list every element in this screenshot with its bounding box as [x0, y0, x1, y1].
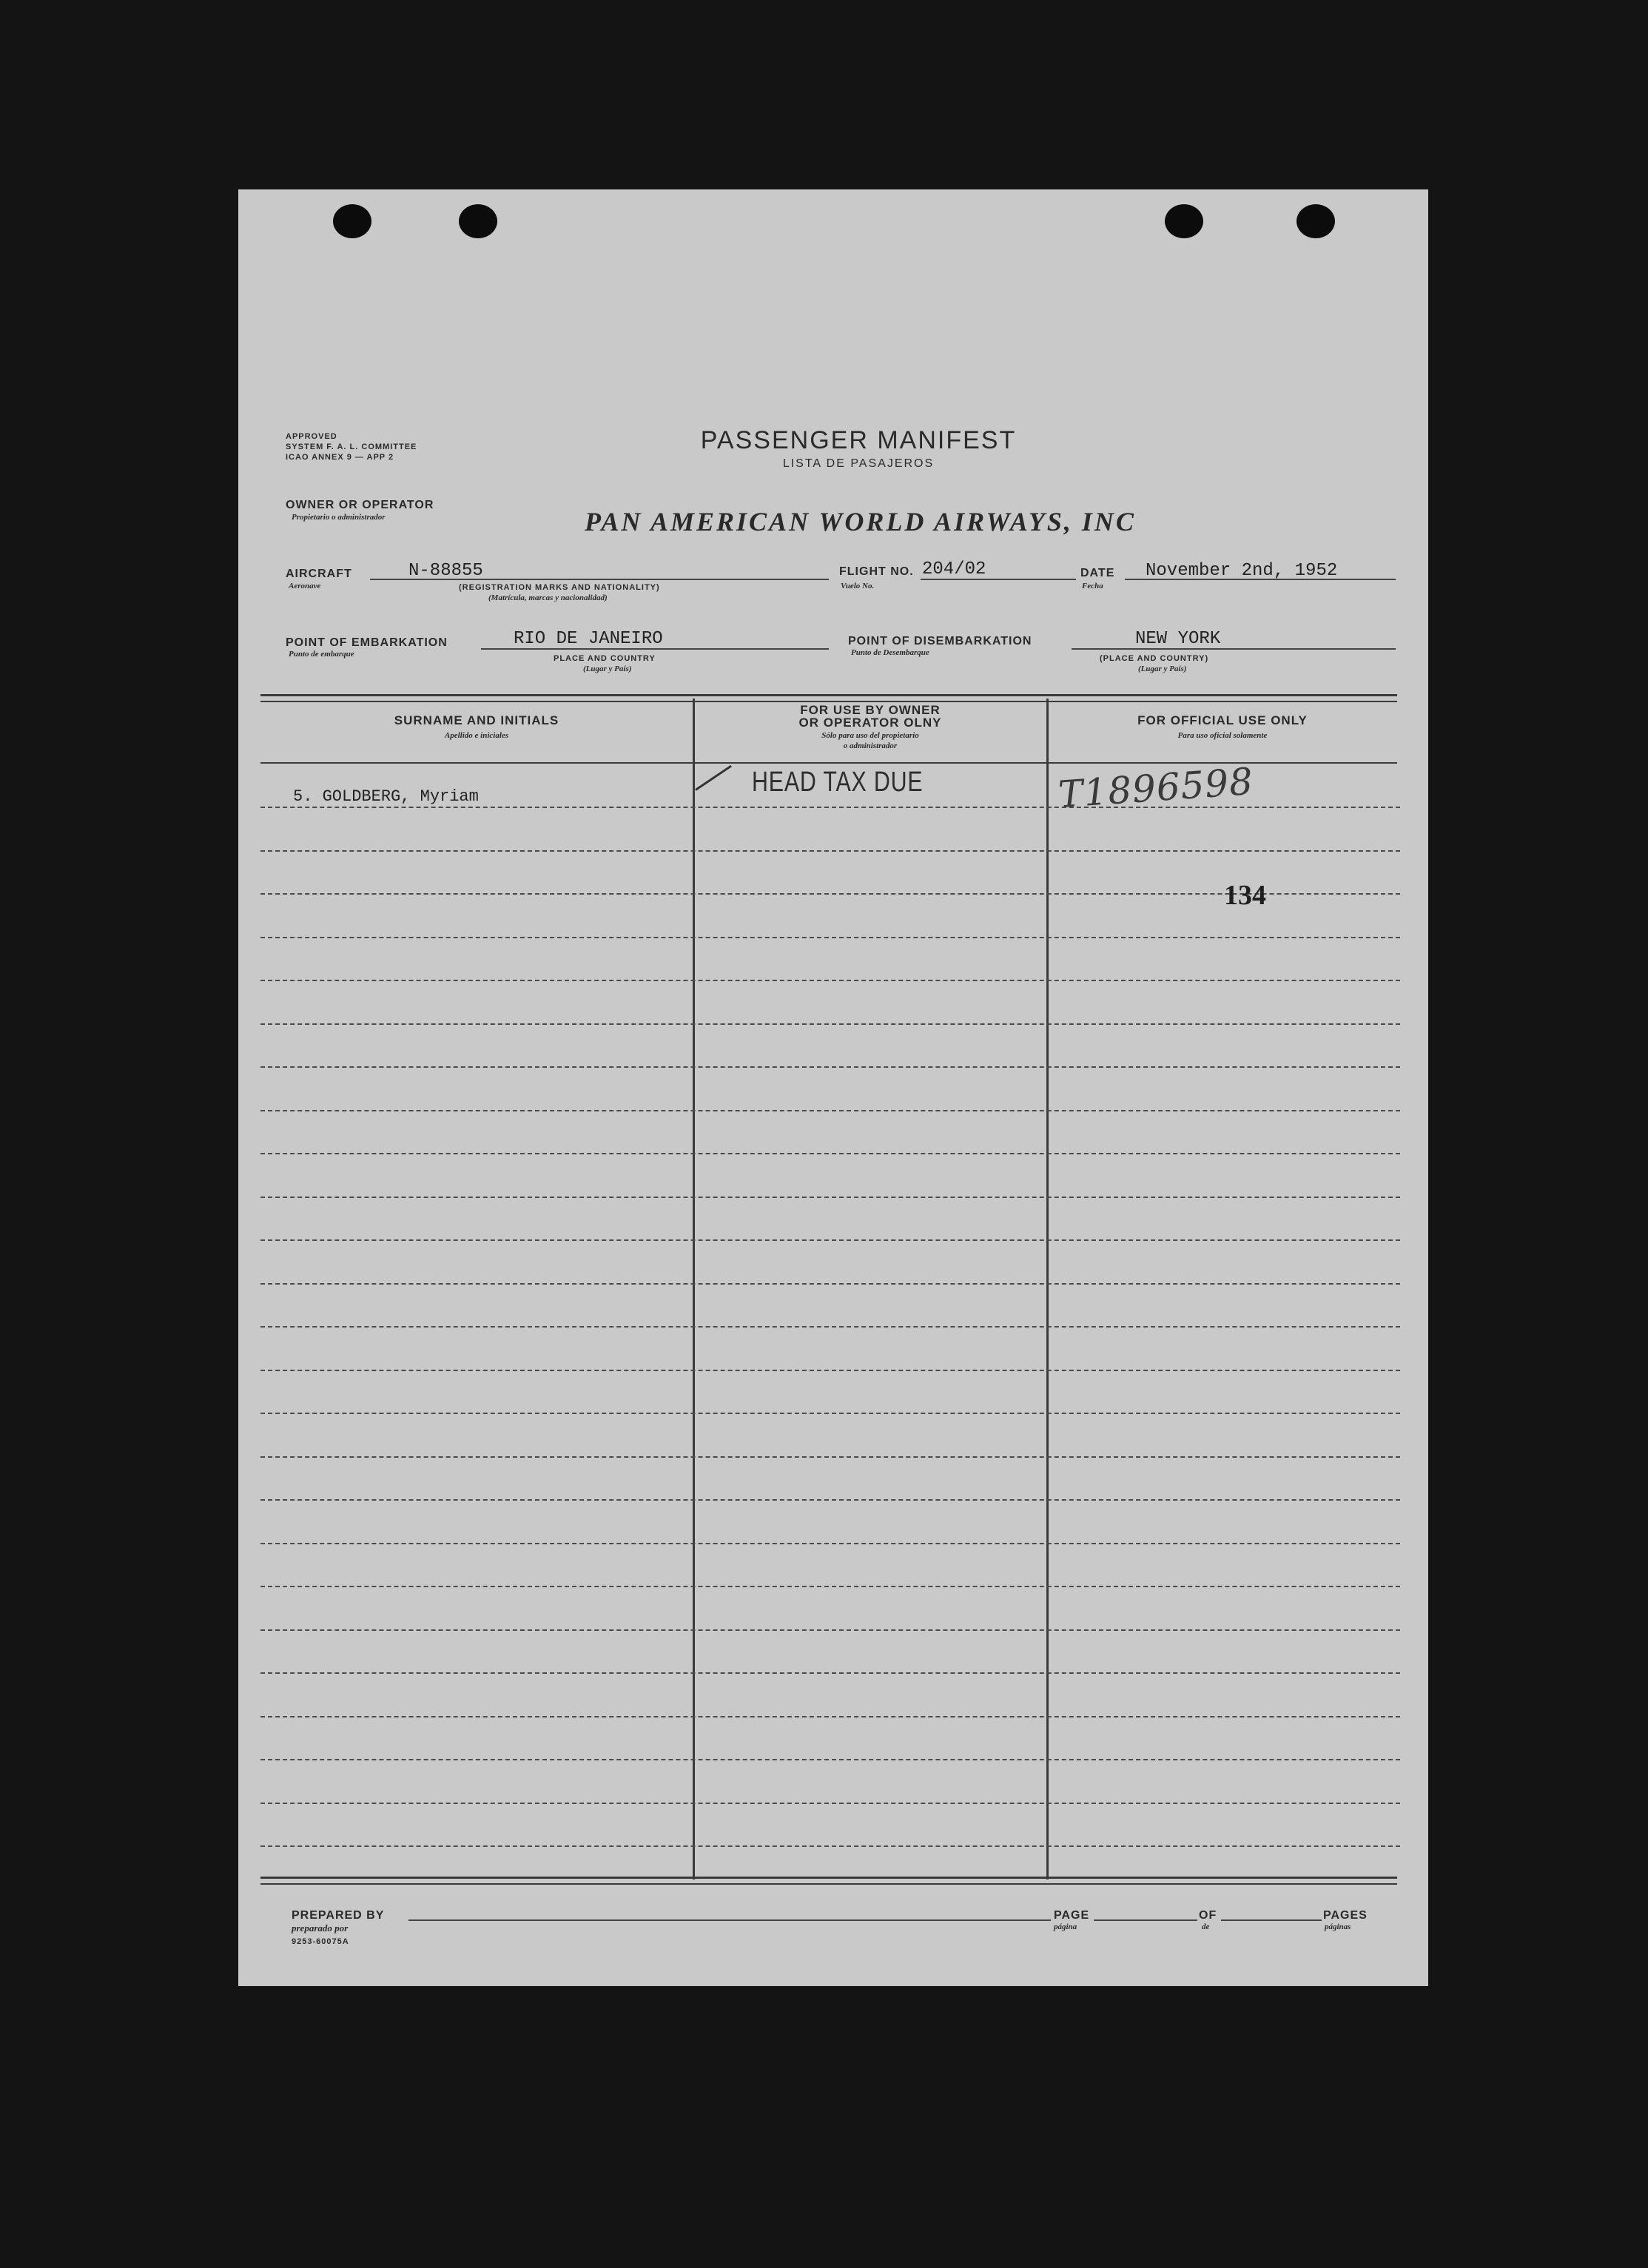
disembark-label-es: Punto de Desembarque — [851, 648, 929, 657]
col-surname-header: SURNAME AND INITIALS — [394, 713, 559, 727]
embark-value: RIO DE JANEIRO — [514, 629, 663, 649]
table-row-line — [260, 980, 1400, 981]
table-row-line — [260, 1153, 1400, 1154]
disembark-value: NEW YORK — [1135, 629, 1221, 649]
table-row-line — [260, 937, 1400, 938]
date-label-es: Fecha — [1082, 582, 1103, 590]
table-row-line — [260, 1197, 1400, 1198]
of-label: OF — [1199, 1909, 1217, 1922]
page-label: PAGE — [1054, 1909, 1090, 1922]
table-row-line — [260, 1283, 1400, 1285]
table-row-line — [260, 807, 1400, 808]
table-row-line — [260, 1499, 1400, 1501]
of-underline — [1221, 1919, 1322, 1921]
table-bottom-border — [260, 1877, 1397, 1885]
owner-value: PAN AMERICAN WORLD AIRWAYS, INC — [585, 507, 1136, 536]
prepared-underline — [408, 1919, 1051, 1921]
owner-label: OWNER OR OPERATOR — [286, 499, 434, 511]
col-operator-header-line: FOR USE BY OWNER — [800, 703, 941, 717]
table-row-line — [260, 1066, 1400, 1068]
table-row-line — [260, 1413, 1400, 1414]
aircraft-value: N-88855 — [408, 561, 483, 581]
punch-hole — [333, 204, 371, 238]
official-handwritten-number: T1896598 — [1057, 759, 1255, 817]
table-row-line — [260, 1716, 1400, 1717]
disembark-underline — [1072, 648, 1396, 650]
pages-label-es: páginas — [1325, 1922, 1351, 1931]
col-operator-header-es: Sólo para uso del propietario — [821, 731, 919, 740]
column-divider — [1046, 699, 1049, 1880]
registration-note: (REGISTRATION MARKS AND NATIONALITY) — [459, 583, 660, 592]
owner-label-es: Propietario o administrador — [292, 513, 386, 522]
col-official-header: FOR OFFICIAL USE ONLY — [1137, 713, 1308, 727]
col-surname-header-es: Apellido e iniciales — [444, 731, 509, 740]
approval-line: APPROVED — [286, 432, 337, 441]
table-top-border — [260, 694, 1397, 702]
aircraft-label-es: Aeronave — [289, 582, 321, 590]
table-row-line — [260, 1803, 1400, 1804]
registration-note-es: (Matrícula, marcas y nacionalidad) — [488, 593, 608, 602]
punch-hole — [1165, 204, 1203, 238]
table-row-line — [260, 1326, 1400, 1328]
aircraft-label: AIRCRAFT — [286, 568, 352, 580]
flight-label-es: Vuelo No. — [841, 582, 875, 590]
col-official-header-es: Para uso oficial solamente — [1177, 731, 1268, 740]
date-value: November 2nd, 1952 — [1146, 561, 1338, 581]
table-row-line — [260, 1759, 1400, 1760]
table-row-line — [260, 1456, 1400, 1458]
column-divider — [693, 699, 695, 1880]
approval-line: ICAO ANNEX 9 — APP 2 — [286, 453, 394, 462]
flight-value: 204/02 — [922, 559, 986, 579]
page-underline — [1094, 1919, 1197, 1921]
table-row-line — [260, 1629, 1400, 1631]
disembark-label: POINT OF DISEMBARKATION — [848, 635, 1032, 647]
passenger-entry: 5. GOLDBERG, Myriam — [293, 787, 479, 806]
date-label: DATE — [1080, 567, 1115, 579]
table-row-line — [260, 1023, 1400, 1025]
col-operator-header-es: o administrador — [843, 741, 898, 750]
page-label-es: página — [1054, 1922, 1077, 1931]
embark-label: POINT OF EMBARKATION — [286, 636, 448, 649]
table-row-line — [260, 1586, 1400, 1587]
embark-note-es: (Lugar y País) — [583, 664, 632, 673]
embark-note: PLACE AND COUNTRY — [554, 654, 656, 663]
embark-label-es: Punto de embarque — [289, 650, 354, 659]
approval-line: SYSTEM F. A. L. COMMITTEE — [286, 443, 417, 451]
of-label-es: de — [1202, 1922, 1210, 1931]
punch-hole — [1296, 204, 1335, 238]
pages-label: PAGES — [1323, 1909, 1368, 1922]
flight-label: FLIGHT NO. — [839, 565, 914, 578]
disembark-note-es: (Lugar y País) — [1138, 664, 1187, 673]
form-code: 9253-60075A — [292, 1937, 349, 1946]
disembark-note: (PLACE AND COUNTRY) — [1100, 654, 1209, 663]
table-row-line — [260, 1239, 1400, 1241]
punch-hole — [459, 204, 497, 238]
page-number-stamp: 134 — [1224, 880, 1266, 911]
form-title: PASSENGER MANIFEST — [700, 426, 1017, 454]
table-row-line — [260, 1543, 1400, 1544]
table-row-line — [260, 1370, 1400, 1371]
table-row-line — [260, 1110, 1400, 1111]
form-subtitle: LISTA DE PASAJEROS — [782, 457, 935, 470]
col-operator-header-line: OR OPERATOR OLNY — [798, 716, 942, 730]
table-row-line — [260, 1845, 1400, 1847]
table-row-line — [260, 850, 1400, 852]
prepared-label-es: preparado por — [292, 1922, 349, 1934]
prepared-label: PREPARED BY — [292, 1909, 385, 1922]
head-tax-stamp: HEAD TAX DUE — [752, 767, 924, 798]
table-row-line — [260, 1672, 1400, 1674]
